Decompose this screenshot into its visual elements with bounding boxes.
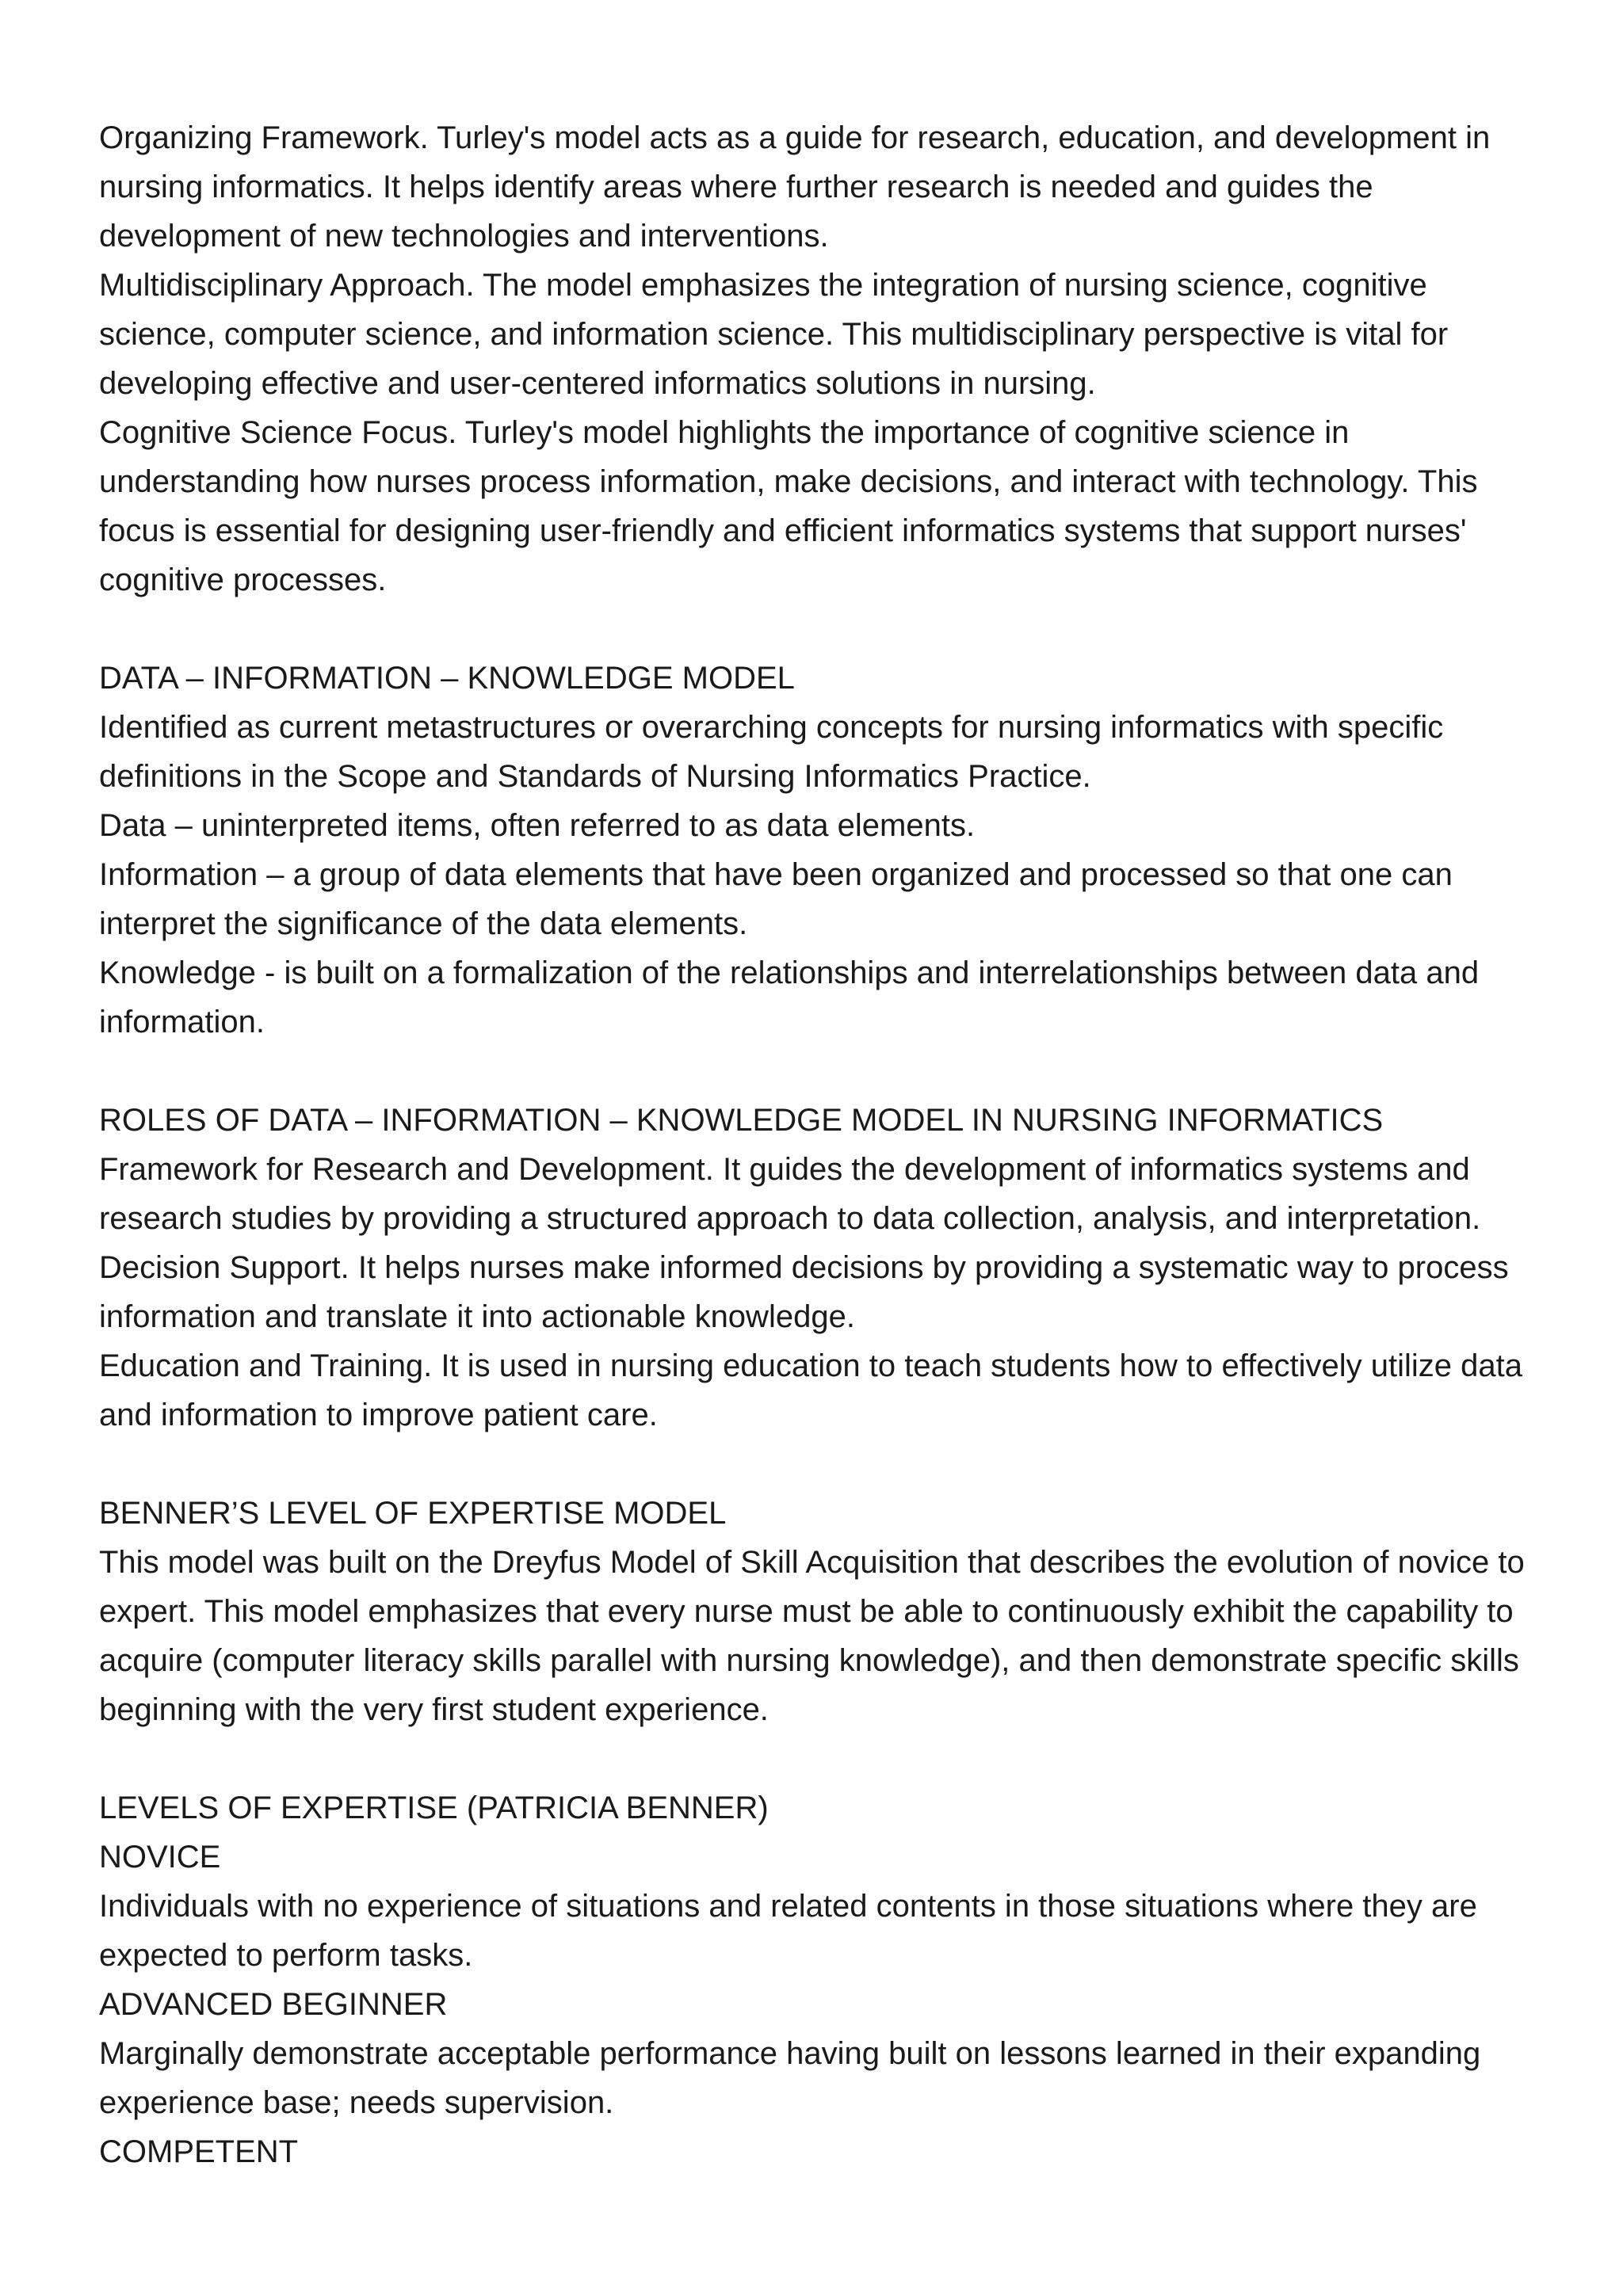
paragraph-information-definition: Information – a group of data elements that have been organized and processed so that one can interpret the significance of the data elements. xyxy=(99,857,1453,941)
paragraph-dik-intro: Identified as current metastructures or overarching concepts for nursing informatics with specific definitions in the Scope and Standards of Nursing Informatics Practice. xyxy=(99,710,1444,794)
paragraph-multidisciplinary-approach: Multidisciplinary Approach. The model emphasizes the integration of nursing science, cognitive science, computer science, and information science. This multidisciplinary perspective is vital for developing effective and user-centered informatics solutions in nursing. xyxy=(99,268,1449,401)
paragraph-benner-description: This model was built on the Dreyfus Model of Skill Acquisition that describes the evolution of novice to expert. This model emphasizes that every nurse must be able to continuously exhibit the capability to acquire (computer literacy skills parallel with nursing knowledge), and then demonstrate specific skills beginning with the very first student experience. xyxy=(99,1545,1525,1727)
heading-levels-of-expertise: LEVELS OF EXPERTISE (PATRICIA BENNER) xyxy=(99,1791,769,1825)
level-advanced-beginner-description: Marginally demonstrate acceptable performance having built on lessons learned in their expanding experience base; needs supervision. xyxy=(99,2036,1481,2120)
level-competent-title: COMPETENT xyxy=(99,2134,299,2169)
paragraph-data-definition: Data – uninterpreted items, often referred to as data elements. xyxy=(99,808,976,843)
level-novice-title: NOVICE xyxy=(99,1840,221,1875)
paragraph-organizing-framework: Organizing Framework. Turley's model acts as a guide for research, education, and development in nursing informatics. It helps identify areas where further research is needed and guides the development of new technologies and interventions. xyxy=(99,120,1491,254)
level-novice-description: Individuals with no experience of situations and related contents in those situations where they are expected to perform tasks. xyxy=(99,1889,1477,1973)
document-body xyxy=(99,113,1549,2176)
paragraph-decision-support: Decision Support. It helps nurses make informed decisions by providing a systematic way to process information and translate it into actionable knowledge. xyxy=(99,1250,1509,1334)
paragraph-cognitive-science-focus: Cognitive Science Focus. Turley's model highlights the importance of cognitive science in understanding how nurses process information, make decisions, and interact with technology. This focus is essential for designing user-friendly and efficient informatics systems that support nurses' cognitive processes. xyxy=(99,415,1478,597)
level-advanced-beginner-title: ADVANCED BEGINNER xyxy=(99,1987,448,2022)
paragraph-education-training: Education and Training. It is used in nursing education to teach students how to effectively utilize data and information to improve patient care. xyxy=(99,1348,1522,1432)
section-spacer xyxy=(99,605,1549,654)
heading-roles-of-dik-model: ROLES OF DATA – INFORMATION – KNOWLEDGE MODEL IN NURSING INFORMATICS xyxy=(99,1103,1384,1138)
paragraph-framework-research: Framework for Research and Development. It guides the development of informatics systems and research studies by providing a structured approach to data collection, analysis, and interpretation. xyxy=(99,1152,1481,1236)
section-spacer xyxy=(99,1440,1549,1489)
section-spacer xyxy=(99,1047,1549,1096)
heading-dik-model: DATA – INFORMATION – KNOWLEDGE MODEL xyxy=(99,661,795,696)
paragraph-knowledge-definition: Knowledge - is built on a formalization of the relationships and interrelationships between data and information. xyxy=(99,955,1480,1039)
heading-benner-model: BENNER’S LEVEL OF EXPERTISE MODEL xyxy=(99,1496,727,1531)
section-spacer xyxy=(99,1734,1549,1783)
